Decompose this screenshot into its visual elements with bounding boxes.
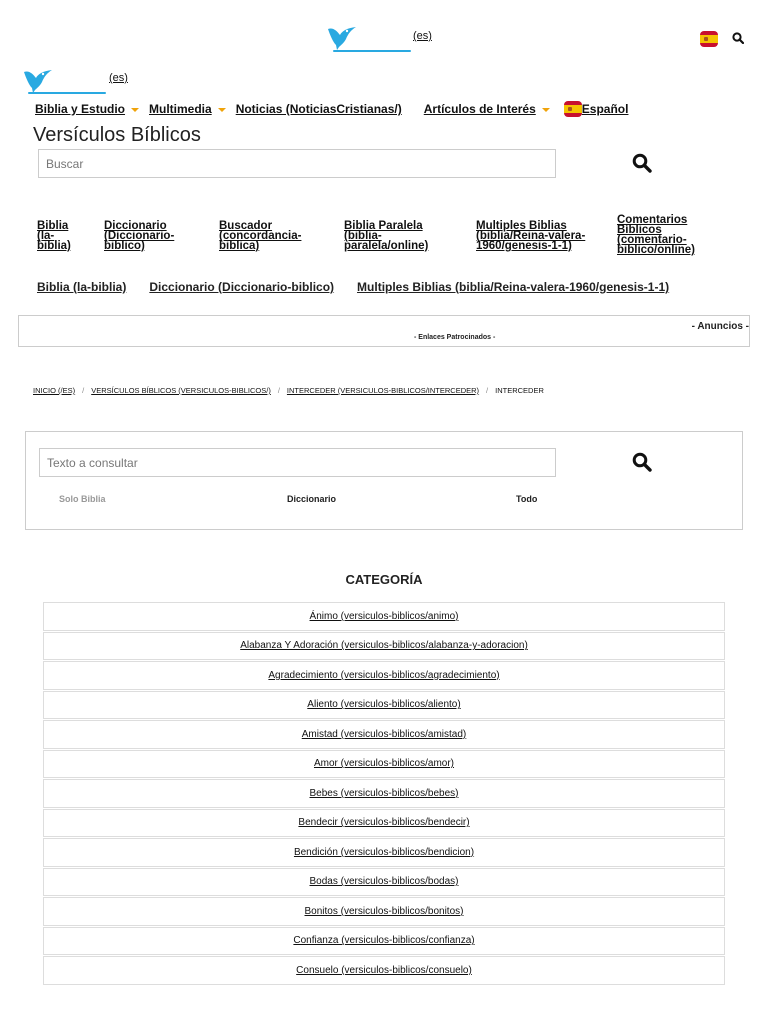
- breadcrumb-current: INTERCEDER: [495, 386, 544, 395]
- nav-item-articulos[interactable]: [424, 102, 550, 116]
- category-link: Bebes (versiculos-biblicos/bebes): [309, 787, 459, 799]
- list-item[interactable]: [43, 868, 725, 897]
- logo-underline: [28, 92, 106, 94]
- quick-link-diccionario[interactable]: Diccionario (Diccionario-biblico): [104, 220, 175, 252]
- spain-flag-icon: [564, 101, 582, 117]
- category-link: Bendecir (versiculos-biblicos/bendecir): [298, 817, 470, 829]
- list-item[interactable]: [43, 927, 725, 956]
- category-title: CATEGORÍA: [345, 572, 423, 587]
- chevron-down-icon: [131, 108, 139, 112]
- ads-label: - Anuncios -: [691, 321, 749, 332]
- list-item[interactable]: [43, 691, 725, 720]
- quick-link-comentarios[interactable]: Comentarios Bíblicos (comentario-biblico/online): [617, 214, 695, 256]
- dove-logo-icon: [327, 25, 357, 51]
- list-item[interactable]: [43, 897, 725, 926]
- search-icon[interactable]: [632, 452, 652, 472]
- breadcrumb-inicio[interactable]: INICIO (/ES): [33, 386, 76, 395]
- list-item[interactable]: [43, 838, 725, 867]
- nav-label: Noticias (NoticiasCristianas/): [235, 102, 402, 116]
- quick-link-multiples-2[interactable]: Multiples Biblias (biblia/Reina-valera-1960/genesis-1-1): [357, 280, 670, 294]
- filter-diccionario[interactable]: Diccionario: [287, 494, 337, 504]
- language-label: Español: [581, 102, 629, 116]
- filter-todo[interactable]: Todo: [516, 494, 538, 504]
- consult-panel: [25, 431, 743, 530]
- search-icon[interactable]: [732, 32, 744, 44]
- category-link: Alabanza Y Adoración (versiculos-biblicos/alabanza-y-adoracion): [240, 640, 528, 652]
- filter-solo-biblia[interactable]: Solo Biblia: [59, 494, 106, 504]
- breadcrumb: [33, 386, 544, 395]
- category-link: Bodas (versiculos-biblicos/bodas): [309, 876, 459, 888]
- list-item[interactable]: [43, 720, 725, 749]
- es-link[interactable]: (es): [413, 30, 432, 42]
- category-link: Confianza (versiculos-biblicos/confianza): [293, 935, 475, 947]
- nav-label: Multimedia: [149, 102, 212, 116]
- list-item[interactable]: [43, 779, 725, 808]
- quick-link-biblia[interactable]: Biblia (la-biblia): [37, 220, 71, 252]
- category-link: Bonitos (versiculos-biblicos/bonitos): [304, 905, 464, 917]
- breadcrumb-separator: /: [82, 386, 85, 395]
- quick-link-biblia-2[interactable]: Biblia (la-biblia): [37, 280, 127, 294]
- breadcrumb-versiculos[interactable]: VERSÍCULOS BÍBLICOS (VERSICULOS-BIBLICOS/): [91, 386, 271, 395]
- chevron-down-icon: [218, 108, 226, 112]
- logo-underline: [333, 50, 411, 52]
- quick-link-multiples-biblias[interactable]: Multiples Biblias (biblia/Reina-valera-1960/genesis-1-1): [476, 220, 586, 252]
- nav-item-multimedia[interactable]: [149, 102, 226, 116]
- quick-link-buscador[interactable]: Buscador (concordancia-biblica): [219, 220, 302, 252]
- category-link: Amistad (versiculos-biblicos/amistad): [301, 728, 467, 740]
- breadcrumb-separator: /: [277, 386, 280, 395]
- list-item[interactable]: [43, 661, 725, 690]
- sponsored-links-label: - Enlaces Patrocinados -: [414, 334, 496, 341]
- list-item[interactable]: [43, 809, 725, 838]
- nav-item-noticias[interactable]: [236, 102, 402, 116]
- category-list: [43, 601, 725, 985]
- list-item[interactable]: [43, 750, 725, 779]
- category-link: Amor (versiculos-biblicos/amor): [313, 758, 455, 770]
- category-link: Consuelo (versiculos-biblicos/consuelo): [296, 964, 472, 976]
- chevron-down-icon: [542, 108, 550, 112]
- category-link: Aliento (versiculos-biblicos/aliento): [307, 699, 461, 711]
- list-item[interactable]: [43, 956, 725, 985]
- consult-input[interactable]: Texto a consultar: [39, 448, 556, 477]
- nav-item-biblia-estudio[interactable]: [35, 102, 139, 116]
- nav-label: Biblia y Estudio: [35, 102, 126, 116]
- ad-banner: [18, 315, 750, 347]
- search-icon[interactable]: [632, 153, 652, 173]
- es-link[interactable]: (es): [109, 72, 128, 84]
- breadcrumb-interceder[interactable]: INTERCEDER (VERSICULOS-BIBLICOS/INTERCEDER): [286, 386, 480, 395]
- page-title: Versículos Bíblicos: [33, 124, 201, 146]
- quick-link-diccionario-2[interactable]: Diccionario (Diccionario-biblico): [149, 280, 335, 294]
- search-input[interactable]: Buscar: [38, 149, 556, 178]
- category-link: Ánimo (versiculos-biblicos/animo): [309, 610, 459, 622]
- spain-flag-icon[interactable]: [700, 31, 718, 47]
- main-nav: [35, 101, 638, 117]
- list-item[interactable]: [43, 602, 725, 631]
- nav-label: Artículos de Interés: [423, 102, 536, 116]
- category-link: Bendición (versiculos-biblicos/bendicion): [293, 846, 475, 858]
- category-link: Agradecimiento (versiculos-biblicos/agradecimiento): [268, 669, 500, 681]
- breadcrumb-separator: /: [486, 386, 489, 395]
- nav-item-language[interactable]: [564, 101, 629, 117]
- list-item[interactable]: [43, 632, 725, 661]
- quick-links-row: [37, 280, 692, 294]
- dove-logo-icon: [23, 68, 53, 94]
- quick-link-biblia-paralela[interactable]: Biblia Paralela (biblia-paralela/online): [344, 220, 429, 252]
